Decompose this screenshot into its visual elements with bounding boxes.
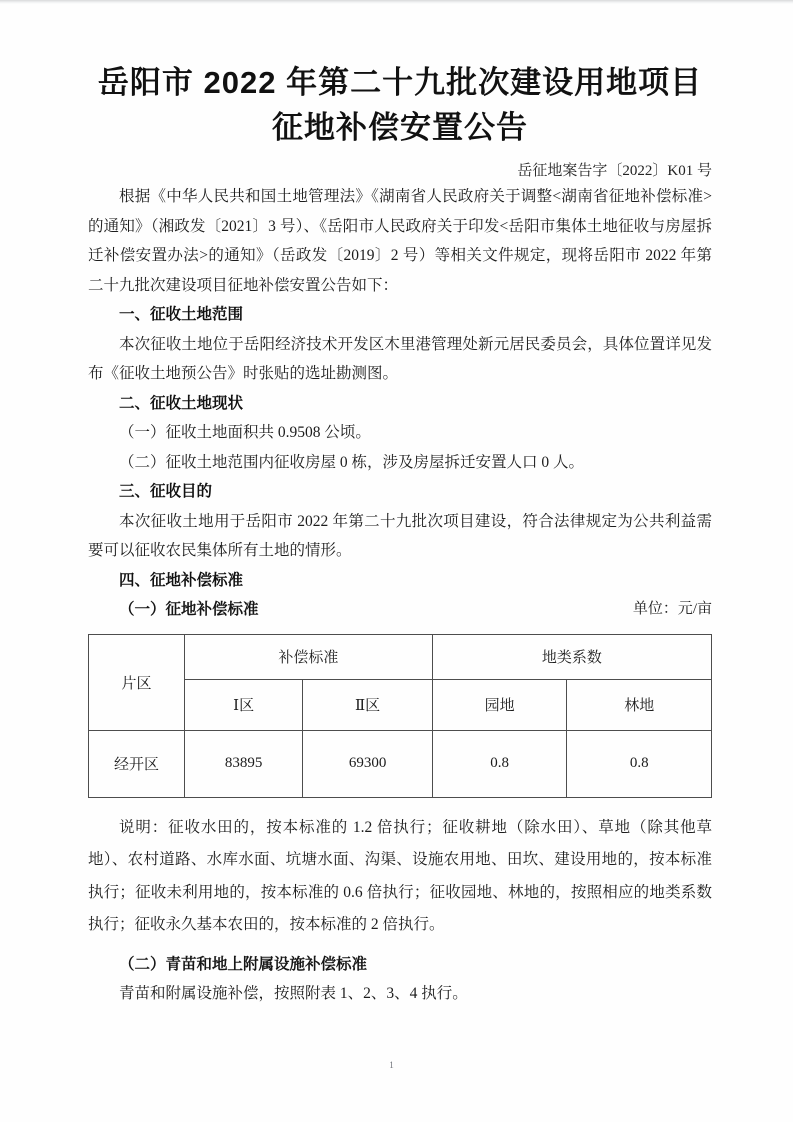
section-4-sub-2-body: 青苗和附属设施补偿，按照附表 1、2、3、4 执行。	[119, 985, 468, 1002]
section-2-item-1: （一）征收土地面积共 0.9508 公顷。	[119, 424, 371, 441]
table-group-header-row	[89, 634, 712, 679]
section-4-sub-1-heading: （一）征地补偿标准	[119, 601, 259, 618]
cell-district: 经开区	[89, 730, 185, 797]
section-1-body: 本次征收土地位于岳阳经济技术开发区木里港管理处新元居民委员会，具体位置详见发布《征收土地预公告》时张贴的选址勘测图。	[88, 335, 712, 382]
section-4-sub-2-heading: （二）青苗和地上附属设施补偿标准	[119, 955, 368, 973]
compensation-standard-table	[88, 634, 712, 798]
table-row	[89, 730, 712, 797]
unit-label: 单位：元/亩	[632, 601, 712, 617]
section-2-heading: 二、征收土地现状	[119, 394, 244, 412]
table-header-zone-1: Ⅰ区	[184, 679, 302, 730]
table-header-zone-2: Ⅱ区	[303, 679, 433, 730]
table-header-forest-land: 林地	[567, 679, 712, 730]
table-header-area: 片区	[89, 634, 185, 730]
table-header-compensation-group: 补偿标准	[184, 634, 432, 679]
table-header-coefficient-group: 地类系数	[432, 634, 711, 679]
intro-paragraph: 根据《中华人民共和国土地管理法》《湖南省人民政府关于调整<湖南省征地补偿标准>的通知》（湘政发〔2021〕3 号）、《岳阳市人民政府关于印发<岳阳市集体土地征收与房屋拆迁补偿安置办法>的通知》（岳政发〔2019〕2 号）等相关文件规定，现将岳阳市 2022 年第二十九批次建设项目征地补偿安置公告如下：	[88, 188, 712, 294]
cell-zone-2-value: 69300	[303, 730, 433, 797]
cell-garden-coefficient: 0.8	[432, 730, 567, 797]
document-number: 岳征地案告字〔2022〕K01 号	[517, 163, 712, 179]
table-header-garden-land: 园地	[432, 679, 567, 730]
section-1-heading: 一、征收土地范围	[119, 306, 244, 323]
title-line-2: 征地补偿安置公告	[272, 110, 528, 145]
subsection-1-header-row	[88, 595, 712, 625]
section-2-item-2: （二）征收土地范围内征收房屋 0 栋，涉及房屋拆迁安置人口 0 人。	[119, 453, 585, 471]
section-3-heading: 三、征收目的	[119, 483, 213, 500]
document-title	[88, 60, 712, 150]
cell-forest-coefficient: 0.8	[567, 730, 712, 797]
table-note: 说明：征收水田的，按本标准的 1.2 倍执行；征收耕地（除水田）、草地（除其他草地）、农村道路、水库水面、坑塘水面、沟渠、设施农用地、田坎、建设用地的，按本标准执行；征收未利用地的，按本标准的 0.6 倍执行；征收园地、林地的，按照相应的地类系数执行；征收永久基本农田的，按本标准的 2 倍执行。	[88, 818, 712, 933]
title-line-1: 岳阳市 2022 年第二十九批次建设用地项目	[97, 65, 703, 100]
cell-zone-1-value: 83895	[184, 730, 302, 797]
section-3-body: 本次征收土地用于岳阳市 2022 年第二十九批次项目建设，符合法律规定为公共利益需要可以征收农民集体所有土地的情形。	[88, 512, 712, 559]
section-4-heading: 四、征地补偿标准	[119, 571, 244, 589]
page-number: 1	[389, 1060, 394, 1070]
